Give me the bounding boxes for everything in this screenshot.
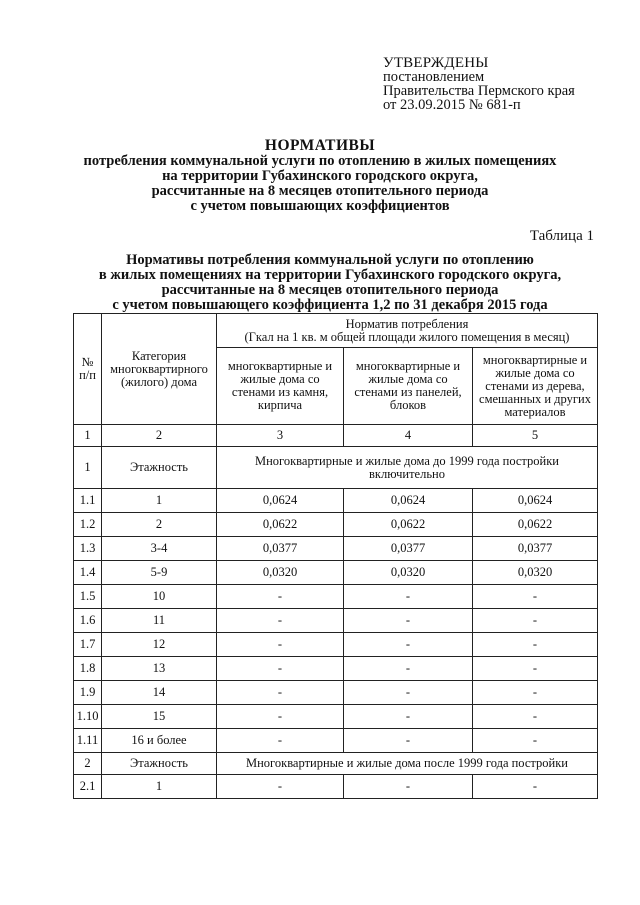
value-panel: - [344, 657, 473, 681]
row-num: 1.5 [74, 585, 102, 609]
row-num: 1.2 [74, 513, 102, 537]
approval-line: Правительства Пермского края [383, 83, 575, 99]
value-wood: 0,0624 [473, 489, 598, 513]
document-title-line: на территории Губахинского городского округа, [162, 168, 478, 184]
table-title-line: с учетом повышающего коэффициента 1,2 по 31 декабря 2015 года [112, 297, 548, 313]
value-wood: - [473, 633, 598, 657]
value-wood: - [473, 609, 598, 633]
table-row [74, 585, 598, 609]
value-stone: 0,0622 [217, 513, 344, 537]
section-row [74, 753, 598, 775]
header-norm-units: (Гкал на 1 кв. м общей площади жилого помещения в месяц) [244, 329, 570, 344]
section-num: 1 [74, 447, 102, 489]
value-panel: - [344, 729, 473, 753]
table-number: Таблица 1 [529, 228, 594, 244]
header-col-stone: многоквартирные и жилые дома со стенами из камня, кирпича [217, 348, 344, 425]
column-number-row [74, 425, 598, 447]
approval-heading: УТВЕРЖДЕНЫ [383, 55, 489, 71]
column-number: 4 [344, 425, 473, 447]
table-row [74, 729, 598, 753]
header-category: Категория многоквартирного (жилого) дома [102, 314, 217, 425]
row-num: 1.6 [74, 609, 102, 633]
value-panel: - [344, 775, 473, 799]
value-stone: - [217, 775, 344, 799]
value-wood: - [473, 705, 598, 729]
value-panel: - [344, 633, 473, 657]
norms-table [73, 313, 598, 799]
value-panel: 0,0377 [344, 537, 473, 561]
row-floors: 14 [102, 681, 217, 705]
value-panel: 0,0624 [344, 489, 473, 513]
column-number: 1 [74, 425, 102, 447]
value-wood: - [473, 585, 598, 609]
row-num: 1.1 [74, 489, 102, 513]
value-wood: - [473, 657, 598, 681]
header-col-wood: многоквартирные и жилые дома со стенами из дерева, смешанных и других материалов [473, 348, 598, 425]
value-wood: 0,0320 [473, 561, 598, 585]
table-row [74, 513, 598, 537]
table-row [74, 537, 598, 561]
header-col-panel: многоквартирные и жилые дома со стенами из панелей, блоков [344, 348, 473, 425]
row-num: 1.9 [74, 681, 102, 705]
value-panel: - [344, 609, 473, 633]
row-num: 1.8 [74, 657, 102, 681]
document-title [60, 138, 580, 214]
table-row [74, 657, 598, 681]
table-row [74, 705, 598, 729]
row-floors: 12 [102, 633, 217, 657]
header-num: № п/п [74, 314, 102, 425]
row-floors: 1 [102, 775, 217, 799]
value-stone: 0,0377 [217, 537, 344, 561]
value-wood: - [473, 775, 598, 799]
table-row [74, 489, 598, 513]
row-floors: 2 [102, 513, 217, 537]
value-stone: - [217, 657, 344, 681]
section-text: Многоквартирные и жилые дома до 1999 года постройки включительно [217, 447, 598, 489]
section-text: Многоквартирные и жилые дома после 1999 года постройки [217, 753, 598, 775]
table-title-line: рассчитанные на 8 месяцев отопительного периода [161, 282, 499, 298]
row-num: 1.4 [74, 561, 102, 585]
section2-rows [74, 775, 598, 799]
document-title-line: потребления коммунальной услуги по отоплению в жилых помещениях [83, 153, 557, 169]
section1-rows [74, 489, 598, 753]
value-stone: 0,0320 [217, 561, 344, 585]
table-row [74, 681, 598, 705]
section-label: Этажность [102, 447, 217, 489]
column-number: 5 [473, 425, 598, 447]
row-floors: 5-9 [102, 561, 217, 585]
approval-date: от 23.09.2015 № 681-п [383, 97, 521, 113]
row-floors: 3-4 [102, 537, 217, 561]
value-stone: - [217, 585, 344, 609]
header-norm-title: Норматив потребления [345, 316, 469, 331]
table-row [74, 561, 598, 585]
value-stone: 0,0624 [217, 489, 344, 513]
document-title-main: НОРМАТИВЫ [264, 137, 376, 154]
value-wood: - [473, 681, 598, 705]
row-num: 2.1 [74, 775, 102, 799]
value-panel: 0,0320 [344, 561, 473, 585]
row-floors: 15 [102, 705, 217, 729]
value-panel: - [344, 681, 473, 705]
table-row [74, 609, 598, 633]
value-panel: - [344, 585, 473, 609]
section-label: Этажность [102, 753, 217, 775]
value-panel: 0,0622 [344, 513, 473, 537]
header-row [74, 314, 598, 348]
value-panel: - [344, 705, 473, 729]
column-number: 2 [102, 425, 217, 447]
row-num: 1.10 [74, 705, 102, 729]
value-stone: - [217, 729, 344, 753]
row-num: 1.3 [74, 537, 102, 561]
value-stone: - [217, 609, 344, 633]
section-row [74, 447, 598, 489]
row-floors: 1 [102, 489, 217, 513]
table-row [74, 775, 598, 799]
value-wood: 0,0377 [473, 537, 598, 561]
document-title-line: с учетом повышающих коэффициентов [190, 198, 450, 214]
column-number: 3 [217, 425, 344, 447]
row-num: 1.11 [74, 729, 102, 753]
value-stone: - [217, 681, 344, 705]
row-floors: 16 и более [102, 729, 217, 753]
table-title-line: в жилых помещениях на территории Губахинского городского округа, [98, 267, 562, 283]
row-floors: 13 [102, 657, 217, 681]
header-norm [217, 314, 598, 348]
value-stone: - [217, 633, 344, 657]
approval-line: постановлением [383, 69, 485, 85]
row-floors: 10 [102, 585, 217, 609]
value-wood: 0,0622 [473, 513, 598, 537]
value-wood: - [473, 729, 598, 753]
section-num: 2 [74, 753, 102, 775]
document-title-line: рассчитанные на 8 месяцев отопительного периода [151, 183, 489, 199]
table-title [50, 253, 610, 313]
table-row [74, 633, 598, 657]
row-num: 1.7 [74, 633, 102, 657]
value-stone: - [217, 705, 344, 729]
row-floors: 11 [102, 609, 217, 633]
approval-stamp [383, 56, 575, 112]
table-title-line: Нормативы потребления коммунальной услуги по отоплению [126, 252, 534, 268]
